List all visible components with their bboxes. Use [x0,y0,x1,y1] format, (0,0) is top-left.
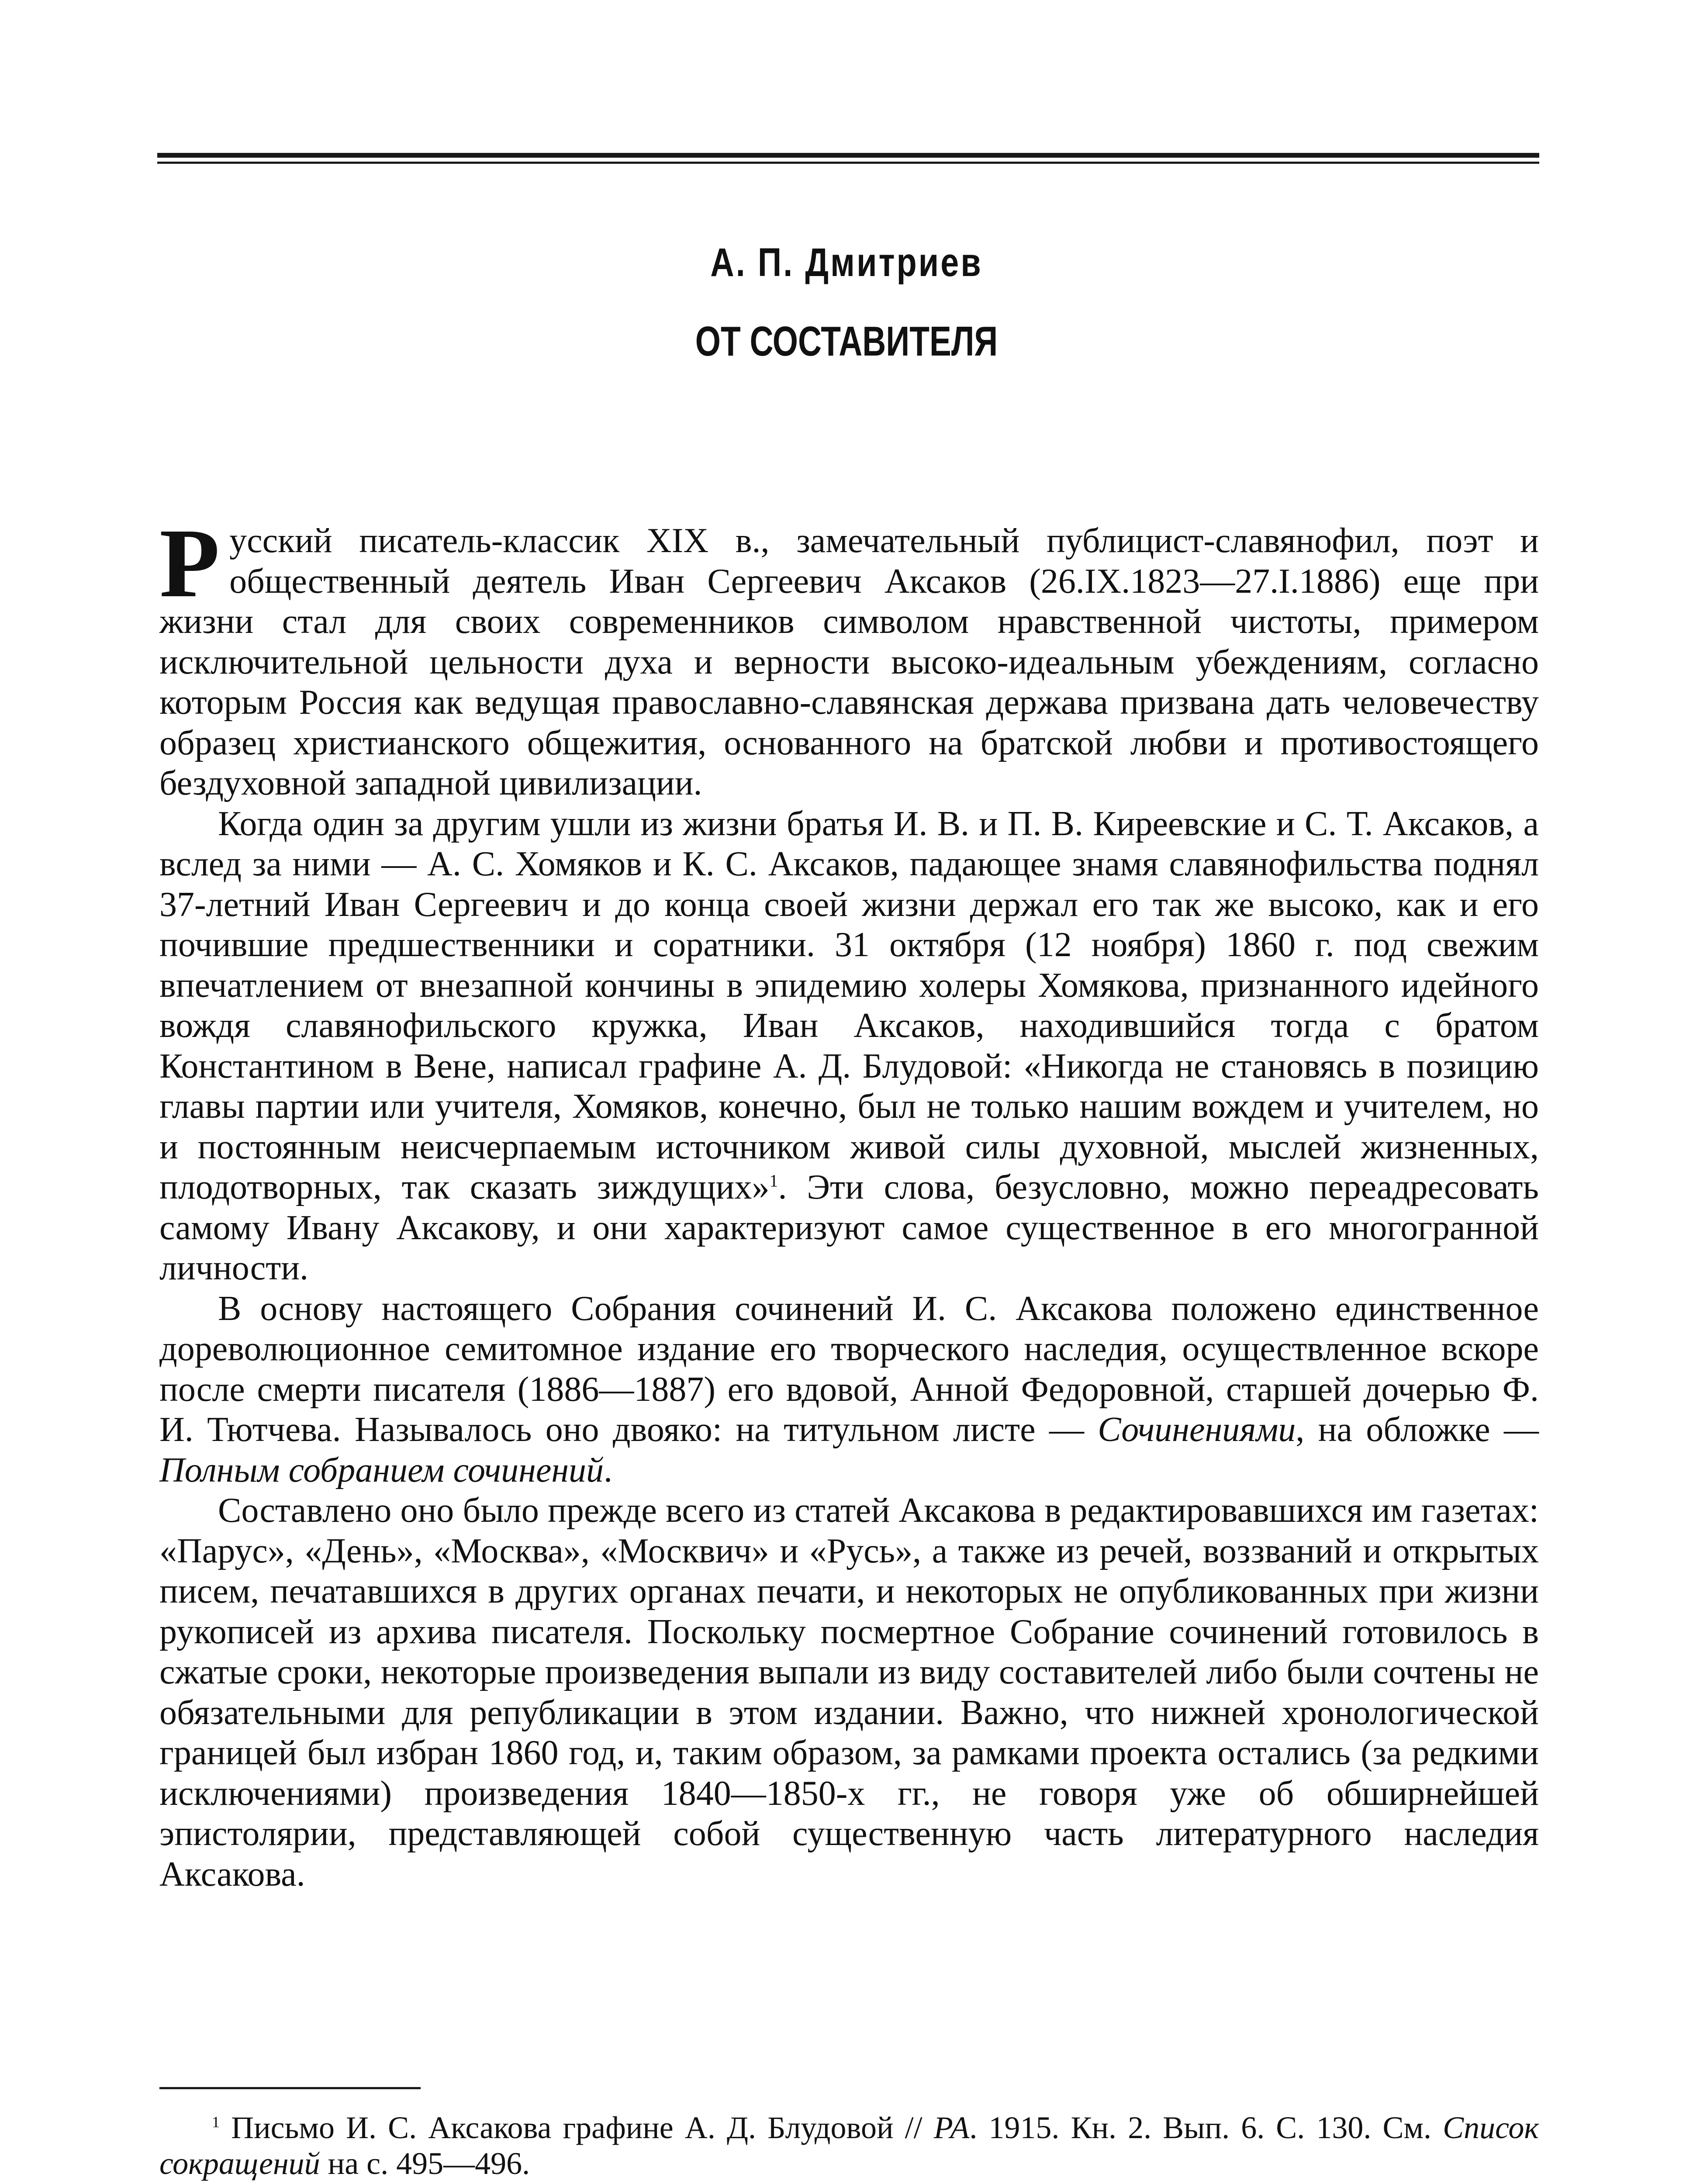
paragraph-1 [159,508,1539,804]
paragraph-4-text: Составлено оно было прежде всего из статей Аксакова в редактировавшихся им газетах: «Парус», «День», «Москва», «Москвич» и «Русь», а также из речей, воззваний и открытых писем, печатавшихся в других органах печати, и некоторых не опубликованных при жизни рукописей из архива писателя. Поскольку посмертное Собрание сочинений готовилось в сжатые сроки, некоторые произведения выпали из виду составителей либо были сочтены не обязательными для републикации в этом издании. Важно, что нижней хронологической границей был избран 1860 год, и, таким образом, за рамками проекта остались (за редкими исключениями) произведения 1840—1850-х гг., не говоря уже об обширнейшей эпистолярии, представляющей собой существенную часть литературного наследия Аксакова. [159,1491,1539,1894]
header-rule-thick [157,153,1539,158]
footnote-text-a: Письмо И. С. Аксакова графине А. Д. Блудовой // [220,2110,934,2145]
footnote-text-c: на с. 495—496. [320,2146,530,2181]
footnote-reference[interactable]: 1 [769,1171,778,1191]
paragraph-1-text: усский писатель-классик XIX в., замечательный публицист-славянофил, поэт и общественный деятель Иван Сергеевич Аксаков (26.IX.1823—27.I.1886) еще при жизни стал для своих современников символом нравственной чистоты, примером исключительной цельности духа и верности высоко-идеальным убеждениям, согласно которым Россия как ведущая православно-славянская держава призвана дать человечеству образец христианского общежития, основанного на братской любви и противостоящего бездуховной западной цивилизации. [159,522,1539,802]
paragraph-4 [159,1490,1539,1894]
paragraph-3-text-a: В основу настоящего Собрания сочинений И. С. Аксакова положено единственное дореволюционное семитомное издание его творческого наследия, осуществленное вскоре после смерти писателя (1886—1887) его вдовой, Анной Федоровной, старшей дочерью Ф. И. Тютчева. Называлось оно двояко: на титульном листе — [159,1289,1539,1449]
paragraph-3-emphasis-1: Сочинениями [1098,1410,1296,1449]
paragraph-3 [159,1289,1539,1491]
paragraph-2 [159,804,1539,1289]
chapter-title: ОТ СОСТАВИТЕЛЯ [695,318,998,365]
drop-cap: Р [159,508,220,618]
paragraph-3-text-b: , на обложке — [1296,1410,1539,1449]
paragraph-3-text-c: . [604,1451,613,1489]
footnote-emphasis-1: РА [933,2110,970,2145]
footnote [159,2110,1539,2181]
paragraph-3-emphasis-2: Полным собранием сочинений [159,1451,604,1489]
footnote-text-b: . 1915. Кн. 2. Вып. 6. С. 130. См. [969,2110,1443,2145]
footnote-marker: 1 [212,2113,220,2131]
paragraph-2-text-b: . Эти слова, безусловно, можно переадресовать самому Ивану Аксакову, и они характеризуют самое существенное в его многогранной личности. [159,1168,1539,1287]
body-text [159,508,1539,1894]
footnote-emphasis-2: Список сокращений [159,2110,1539,2181]
paragraph-2-text-a: Когда один за другим ушли из жизни братья И. В. и П. В. Киреевские и С. Т. Аксаков, а вслед за ними — А. С. Хомяков и К. С. Аксаков, падающее знамя славянофильства поднял 37-летний Иван Сергеевич и до конца своей жизни держал его так же высоко, как и его почившие предшественники и соратники. 31 октября (12 ноября) 1860 г. под свежим впечатлением от внезапной кончины в эпидемию холеры Хомякова, признанного идейного вождя славянофильского кружка, Иван Аксаков, находившийся тогда с братом Константином в Вене, написал графине А. Д. Блудовой: «Никогда не становясь в позицию главы партии или учителя, Хомяков, конечно, был не только нашим вождем и учителем, но и постоянным неисчерпаемым источником живой силы духовной, мыслей жизненных, плодотворных, так сказать зиждущих» [159,804,1539,1206]
header-double-rule [157,153,1539,164]
footnote-separator [159,2087,421,2089]
header-rule-thin [157,162,1539,164]
footnote-text [159,2110,1539,2181]
author-name: А. П. Дмитриев [710,240,983,285]
